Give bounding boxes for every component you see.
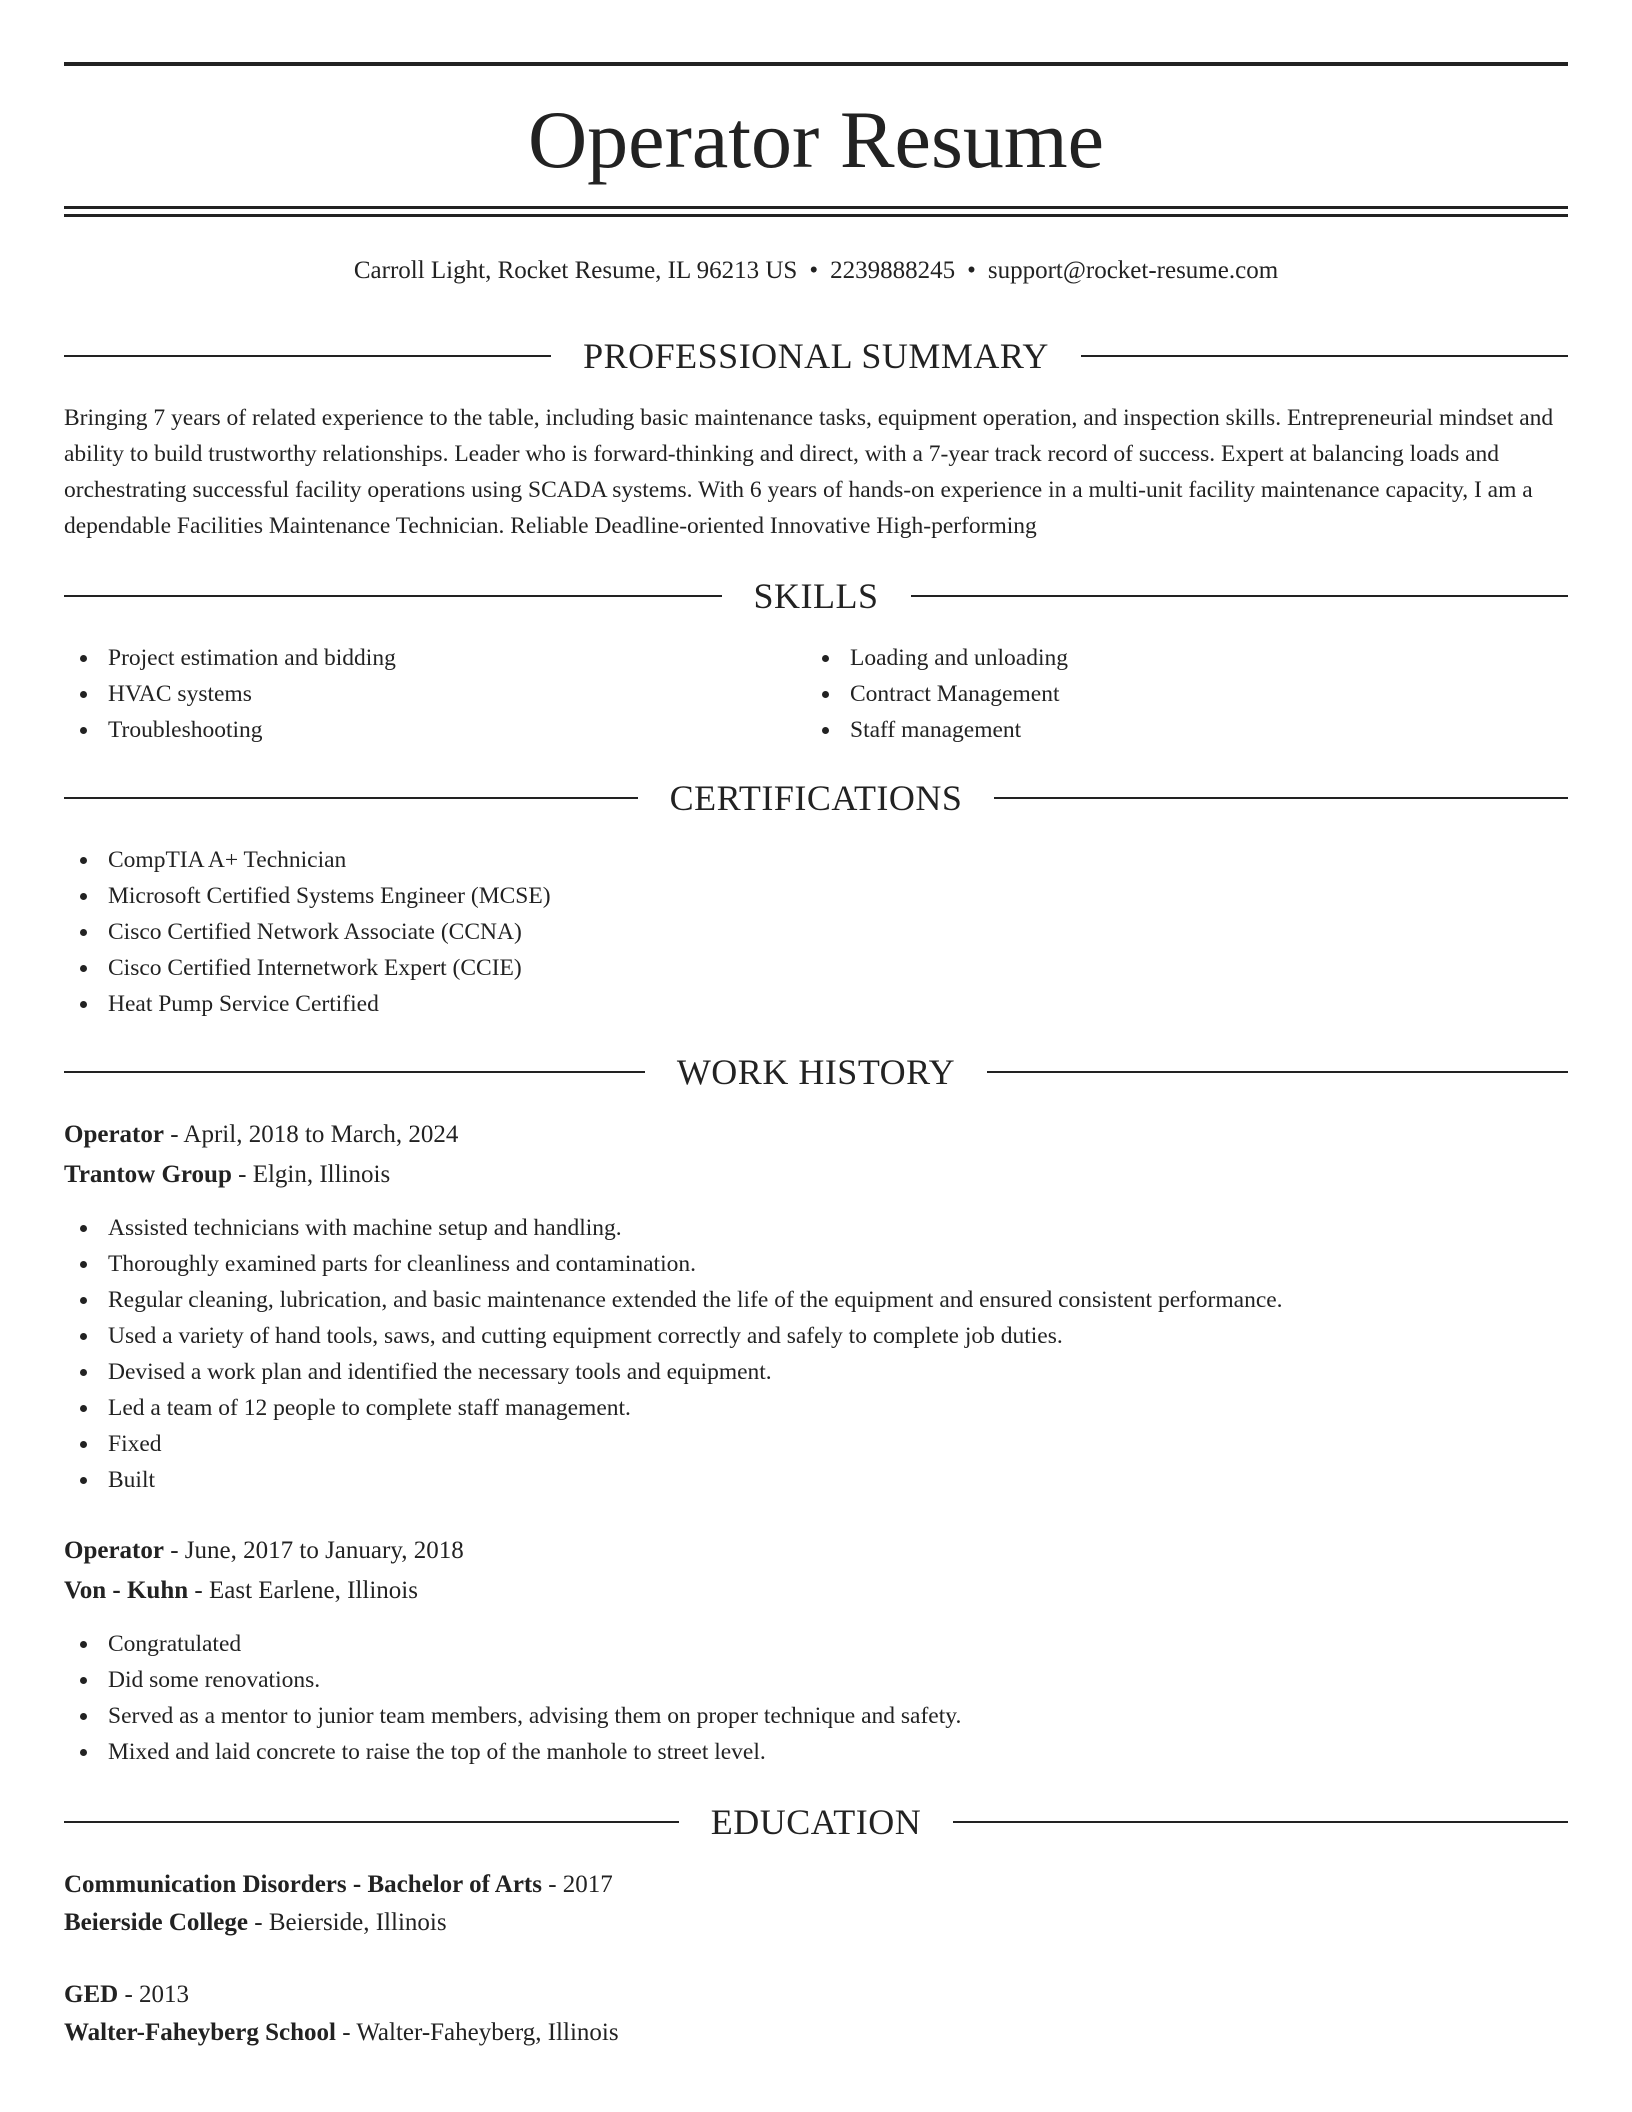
job-bullet: Used a variety of hand tools, saws, and cutting equipment correctly and safely to complete job duties. [64, 1318, 1564, 1354]
job-company-line: Trantow Group - Elgin, Illinois [64, 1161, 391, 1188]
certification-item: Heat Pump Service Certified [64, 986, 1564, 1022]
summary-heading [64, 334, 1568, 378]
job-bullet: Fixed [64, 1426, 1564, 1462]
skill-item: Loading and unloading [806, 640, 1506, 676]
certifications-heading [64, 776, 1568, 820]
job-location: Elgin, Illinois [252, 1161, 391, 1188]
education-school-line: Beierside College - Beierside, Illinois [64, 1909, 447, 1936]
job-bullet: Congratulated [64, 1626, 1564, 1662]
heading-rule-right [987, 1071, 1568, 1073]
job-bullet: Thoroughly examined parts for cleanliness and contamination. [64, 1246, 1564, 1282]
skill-item: Troubleshooting [64, 712, 764, 748]
job-dates: June, 2017 to January, 2018 [184, 1537, 464, 1564]
education-location: Beierside, Illinois [268, 1909, 447, 1936]
education-school: Beierside College [64, 1909, 248, 1936]
job-bullets [64, 1210, 1564, 1498]
education-degree-line: GED - 2013 [64, 1981, 190, 2008]
contact-separator: • [809, 257, 819, 284]
heading-rule-left [64, 355, 551, 357]
heading-rule-left [64, 595, 722, 597]
education-year: 2013 [139, 1981, 190, 2008]
job-bullet: Did some renovations. [64, 1662, 1564, 1698]
certifications-heading-label: CERTIFICATIONS [669, 778, 963, 818]
job-bullet: Led a team of 12 people to complete staff management. [64, 1390, 1564, 1426]
job-bullet: Assisted technicians with machine setup and handling. [64, 1210, 1564, 1246]
heading-rule-right [994, 797, 1568, 799]
page-title: Operator Resume [527, 94, 1105, 185]
job-location: East Earlene, Illinois [208, 1577, 418, 1604]
skills-list-left [64, 640, 764, 748]
job-title: Operator [64, 1121, 164, 1148]
skill-item: HVAC systems [64, 676, 764, 712]
skill-item: Project estimation and bidding [64, 640, 764, 676]
contact-line [64, 254, 1568, 288]
summary-text: Bringing 7 years of related experience to the table, including basic maintenance tasks, equipment operation, and inspection skills. Entrepreneurial mindset and ability to build trustworthy relationships. Leader who is forward-thinking and direct, with a 7-year track record of success. Expert at balancing loads and orchestrating successful facility operations using SCADA systems. With 6 years of hands-on experience in a multi-unit facility maintenance capacity, I am a dependable Facilities Maintenance Technician. Reliable Deadline-oriented Innovative High-performing [64, 405, 1554, 539]
heading-rule-left [64, 797, 638, 799]
contact-email: support@rocket-resume.com [987, 257, 1279, 284]
certification-item: Cisco Certified Network Associate (CCNA) [64, 914, 1564, 950]
education-heading [64, 1800, 1568, 1844]
certifications-list [64, 842, 1564, 1022]
job-bullets [64, 1626, 1564, 1770]
education-location: Walter-Faheyberg, Illinois [356, 2019, 619, 2046]
job-title-line: Operator - June, 2017 to January, 2018 [64, 1537, 464, 1564]
certification-item: Microsoft Certified Systems Engineer (MCSE) [64, 878, 1564, 914]
job-company: Trantow Group [64, 1161, 232, 1188]
contact-address: Carroll Light, Rocket Resume, IL 96213 US [353, 257, 798, 284]
certification-item: CompTIA A+ Technician [64, 842, 1564, 878]
job-bullet: Regular cleaning, lubrication, and basic maintenance extended the life of the equipment and ensured consistent performance. [64, 1282, 1564, 1318]
education-degree-line: Communication Disorders - Bachelor of Arts - 2017 [64, 1871, 613, 1898]
heading-rule-right [953, 1821, 1568, 1823]
skill-item: Staff management [806, 712, 1506, 748]
job-bullet: Devised a work plan and identified the necessary tools and equipment. [64, 1354, 1564, 1390]
skills-heading [64, 574, 1568, 618]
heading-rule-left [64, 1821, 679, 1823]
job-title: Operator [64, 1537, 164, 1564]
skills-heading-label: SKILLS [753, 576, 879, 616]
contact-phone: 2239888245 [830, 257, 956, 284]
contact-separator: • [967, 257, 976, 284]
education-heading-label: EDUCATION [710, 1802, 922, 1842]
skills-list-right [806, 640, 1506, 748]
job-title-line: Operator - April, 2018 to March, 2024 [64, 1121, 459, 1148]
education-school: Walter-Faheyberg School [64, 2019, 336, 2046]
job-company-line: Von - Kuhn - East Earlene, Illinois [64, 1577, 418, 1604]
work-history-heading-label: WORK HISTORY [676, 1052, 956, 1092]
heading-rule-right [1081, 355, 1568, 357]
skill-item: Contract Management [806, 676, 1506, 712]
education-degree: Communication Disorders - Bachelor of Arts [64, 1871, 542, 1898]
education-degree: GED [64, 1981, 119, 2008]
job-company: Von - Kuhn [64, 1577, 189, 1604]
job-bullet: Mixed and laid concrete to raise the top of the manhole to street level. [64, 1734, 1564, 1770]
education-year: 2017 [562, 1871, 613, 1898]
summary-heading-label: PROFESSIONAL SUMMARY [583, 336, 1049, 376]
job-dates: April, 2018 to March, 2024 [183, 1121, 459, 1148]
work-history-heading [64, 1050, 1568, 1094]
header-top-rule [64, 62, 1568, 66]
heading-rule-right [911, 595, 1569, 597]
education-school-line: Walter-Faheyberg School - Walter-Faheyberg, Illinois [64, 2019, 619, 2046]
certification-item: Cisco Certified Internetwork Expert (CCIE) [64, 950, 1564, 986]
job-bullet: Built [64, 1462, 1564, 1498]
header-rule-lower [64, 214, 1568, 217]
job-bullet: Served as a mentor to junior team members, advising them on proper technique and safety. [64, 1698, 1564, 1734]
heading-rule-left [64, 1071, 645, 1073]
header-rule-upper [64, 206, 1568, 209]
